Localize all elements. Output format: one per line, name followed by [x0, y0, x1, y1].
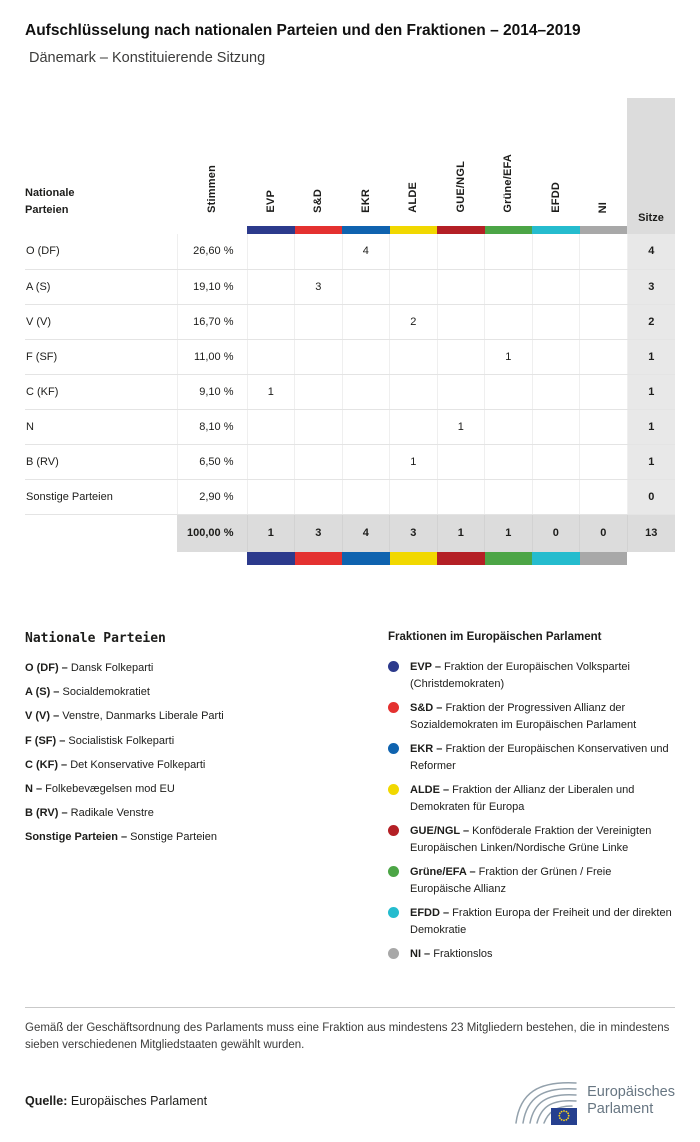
- total-seats-cell: 1: [627, 339, 675, 374]
- total-seats-cell: 0: [627, 479, 675, 514]
- seat-count-cell: [295, 409, 343, 444]
- seat-count-cell: [437, 234, 485, 269]
- col-header-gruene-efa: Grüne/EFA: [502, 154, 515, 213]
- ekr-color-dot: [388, 743, 399, 754]
- efdd-color-bar: [532, 226, 580, 234]
- legend-item: Sonstige Parteien – Sonstige Parteien: [25, 831, 217, 844]
- total-seats-cell: 3: [627, 269, 675, 304]
- seat-count-cell: [532, 374, 580, 409]
- table-row: [25, 269, 675, 304]
- legend-item: A (S) – Socialdemokratiet: [25, 686, 150, 699]
- guengl-color-bar: [437, 226, 485, 234]
- col-header-efdd: EFDD: [549, 182, 562, 213]
- seat-count-cell: [437, 304, 485, 339]
- total-group-seats-cell: 0: [580, 514, 628, 552]
- votes-cell: 8,10 %: [177, 409, 247, 444]
- footnote: Gemäß der Geschäftsordnung des Parlaments muss eine Fraktion aus mindestens 23 Mitgliedern bestehen, die in mindestens sieben verschiedenen Mitgliedstaaten gewählt wurden.: [25, 1007, 675, 1056]
- seat-count-cell: [295, 234, 343, 269]
- fractions-legend-title: Fraktionen im Europäischen Parlament: [388, 631, 602, 643]
- votes-cell: 26,60 %: [177, 234, 247, 269]
- seat-count-cell: [580, 234, 628, 269]
- total-group-seats-cell: 1: [247, 514, 295, 552]
- legend-item: EVP – Fraktion der Europäischen Volkspartei (Christdemokraten): [388, 659, 675, 692]
- party-cell: Sonstige Parteien: [25, 479, 177, 514]
- legend-item: S&D – Fraktion der Progressiven Allianz der Sozialdemokraten im Europäischen Parlament: [388, 700, 675, 733]
- col-header-ekr: EKR: [359, 189, 372, 213]
- seat-count-cell: [342, 374, 390, 409]
- evp-color-dot: [388, 661, 399, 672]
- legend: [25, 631, 675, 971]
- ni-color-bar: [580, 552, 628, 565]
- seat-count-cell: 1: [390, 444, 438, 479]
- party-cell: C (KF): [25, 374, 177, 409]
- seat-count-cell: [580, 409, 628, 444]
- legend-item: EFDD – Fraktion Europa der Freiheit und der direkten Demokratie: [388, 905, 675, 938]
- total-group-seats-cell: 3: [390, 514, 438, 552]
- table-row: [25, 374, 675, 409]
- legend-item: F (SF) – Socialistisk Folkeparti: [25, 734, 175, 747]
- seat-count-cell: [485, 374, 533, 409]
- party-column-header: Nationale Parteien: [25, 186, 75, 217]
- european-parliament-logo: [514, 1077, 675, 1125]
- national-parties-legend: [25, 631, 388, 971]
- seat-count-cell: [295, 444, 343, 479]
- seat-count-cell: [437, 444, 485, 479]
- table-row: [25, 234, 675, 269]
- sd-color-bar: [295, 552, 343, 565]
- seat-count-cell: [342, 304, 390, 339]
- col-header-sd: S&D: [312, 189, 325, 213]
- votes-cell: 16,70 %: [177, 304, 247, 339]
- sd-color-bar: [295, 226, 343, 234]
- page-subtitle: Dänemark – Konstituierende Sitzung: [29, 50, 266, 66]
- bottom-color-bar-row: [25, 552, 675, 565]
- seat-count-cell: [247, 304, 295, 339]
- seat-count-cell: [485, 409, 533, 444]
- seat-count-cell: [247, 444, 295, 479]
- source: [25, 1094, 207, 1108]
- ni-color-bar: [580, 226, 628, 234]
- efdd-color-bar: [532, 552, 580, 565]
- source-label: Quelle:: [25, 1094, 68, 1109]
- alde-color-bar: [390, 552, 438, 565]
- seat-count-cell: [532, 479, 580, 514]
- col-header-evp: EVP: [264, 190, 277, 213]
- seat-count-cell: [437, 479, 485, 514]
- table-row: [25, 304, 675, 339]
- votes-cell: 11,00 %: [177, 339, 247, 374]
- total-votes-cell: 100,00 %: [177, 514, 247, 552]
- seat-count-cell: 1: [485, 339, 533, 374]
- source-row: [25, 1077, 675, 1125]
- total-seats-cell: 1: [627, 444, 675, 479]
- party-cell: A (S): [25, 269, 177, 304]
- seat-count-cell: [532, 444, 580, 479]
- seat-count-cell: [485, 234, 533, 269]
- seat-count-cell: [437, 374, 485, 409]
- col-header-alde: ALDE: [407, 182, 420, 213]
- legend-item: Grüne/EFA – Fraktion der Grünen / Freie Europäische Allianz: [388, 864, 675, 897]
- seat-count-cell: [580, 304, 628, 339]
- seat-count-cell: 1: [247, 374, 295, 409]
- table-header-row: [25, 98, 675, 226]
- seat-count-cell: [295, 479, 343, 514]
- seat-count-cell: [580, 374, 628, 409]
- table-row: [25, 444, 675, 479]
- seat-count-cell: [390, 339, 438, 374]
- legend-item: ALDE – Fraktion der Allianz der Liberalen und Demokraten für Europa: [388, 782, 675, 815]
- col-header-ni: NI: [597, 201, 610, 213]
- page-title: Aufschlüsselung nach nationalen Parteien und den Fraktionen – 2014–2019: [25, 22, 581, 39]
- total-seats-cell: 1: [627, 409, 675, 444]
- alde-color-bar: [390, 226, 438, 234]
- total-group-seats-cell: 4: [342, 514, 390, 552]
- total-seats-cell: 1: [627, 374, 675, 409]
- total-group-seats-cell: 3: [295, 514, 343, 552]
- votes-cell: 19,10 %: [177, 269, 247, 304]
- votes-cell: 2,90 %: [177, 479, 247, 514]
- party-cell: V (V): [25, 304, 177, 339]
- national-parties-legend-title: Nationale Parteien: [25, 631, 166, 646]
- seat-count-cell: [247, 339, 295, 374]
- seat-count-cell: [485, 444, 533, 479]
- seat-count-cell: [390, 374, 438, 409]
- seat-count-cell: [390, 479, 438, 514]
- seat-count-cell: [295, 339, 343, 374]
- seat-count-cell: [390, 269, 438, 304]
- party-cell: F (SF): [25, 339, 177, 374]
- ekr-color-bar: [342, 226, 390, 234]
- legend-item: N – Folkebevægelsen mod EU: [25, 782, 175, 795]
- seat-count-cell: [390, 409, 438, 444]
- votes-column-header: Stimmen: [206, 165, 218, 213]
- seat-count-cell: [247, 479, 295, 514]
- legend-item: O (DF) – Dansk Folkeparti: [25, 662, 154, 674]
- legend-item: B (RV) – Radikale Venstre: [25, 807, 154, 820]
- grand-total-seats-cell: 13: [627, 514, 675, 552]
- seat-count-cell: [580, 269, 628, 304]
- seat-count-cell: 3: [295, 269, 343, 304]
- seat-count-cell: [247, 269, 295, 304]
- evp-color-bar: [247, 226, 295, 234]
- party-cell: N: [25, 409, 177, 444]
- seat-count-cell: [485, 304, 533, 339]
- total-group-seats-cell: 0: [532, 514, 580, 552]
- gruene-efa-color-bar: [485, 552, 533, 565]
- seat-count-cell: [532, 269, 580, 304]
- seat-count-cell: [485, 269, 533, 304]
- seat-count-cell: [532, 339, 580, 374]
- gruene-efa-color-dot: [388, 866, 399, 877]
- efdd-color-dot: [388, 907, 399, 918]
- table-row: [25, 339, 675, 374]
- seat-count-cell: [342, 444, 390, 479]
- fractions-legend: [388, 631, 675, 971]
- seat-count-cell: [580, 339, 628, 374]
- seat-count-cell: [342, 339, 390, 374]
- total-group-seats-cell: 1: [485, 514, 533, 552]
- party-cell: B (RV): [25, 444, 177, 479]
- seat-count-cell: [437, 269, 485, 304]
- legend-item: V (V) – Venstre, Danmarks Liberale Parti: [25, 710, 224, 723]
- seat-count-cell: [247, 234, 295, 269]
- table-row: [25, 479, 675, 514]
- group-color-bar-row: [25, 226, 675, 234]
- seat-count-cell: 4: [342, 234, 390, 269]
- seat-count-cell: [342, 269, 390, 304]
- seat-count-cell: [532, 304, 580, 339]
- seat-count-cell: 2: [390, 304, 438, 339]
- seat-count-cell: [532, 409, 580, 444]
- legend-item: NI – Fraktionslos: [388, 946, 675, 963]
- source-value: Europäisches Parlament: [70, 1094, 208, 1109]
- seat-count-cell: [247, 409, 295, 444]
- ekr-color-bar: [342, 552, 390, 565]
- hemicycle-icon: [514, 1077, 578, 1125]
- alde-color-dot: [388, 784, 399, 795]
- legend-item: C (KF) – Det Konservative Folkeparti: [25, 758, 206, 771]
- sd-color-dot: [388, 702, 399, 713]
- guengl-color-dot: [388, 825, 399, 836]
- seat-count-cell: [295, 304, 343, 339]
- seat-count-cell: [342, 409, 390, 444]
- legend-item: EKR – Fraktion der Europäischen Konservativen und Reformer: [388, 741, 675, 774]
- seat-count-cell: [390, 234, 438, 269]
- col-header-guengl: GUE/NGL: [454, 161, 467, 213]
- results-table: [25, 98, 675, 565]
- ni-color-dot: [388, 948, 399, 959]
- total-row-empty-cell: [25, 514, 177, 552]
- seat-count-cell: [437, 339, 485, 374]
- guengl-color-bar: [437, 552, 485, 565]
- seats-column-header: Sitze: [627, 98, 675, 234]
- gruene-efa-color-bar: [485, 226, 533, 234]
- seat-count-cell: [485, 479, 533, 514]
- seat-count-cell: [580, 479, 628, 514]
- votes-cell: 9,10 %: [177, 374, 247, 409]
- seat-count-cell: [295, 374, 343, 409]
- evp-color-bar: [247, 552, 295, 565]
- total-seats-cell: 4: [627, 234, 675, 269]
- total-row: [25, 514, 675, 552]
- total-group-seats-cell: 1: [437, 514, 485, 552]
- party-cell: O (DF): [25, 234, 177, 269]
- legend-item: GUE/NGL – Konföderale Fraktion der Vereinigten Europäischen Linken/Nordische Grüne Linke: [388, 823, 675, 856]
- total-seats-cell: 2: [627, 304, 675, 339]
- seat-count-cell: 1: [437, 409, 485, 444]
- seat-count-cell: [342, 479, 390, 514]
- seat-count-cell: [580, 444, 628, 479]
- logo-wordmark: Europäisches Parlament: [587, 1084, 675, 1118]
- seat-count-cell: [532, 234, 580, 269]
- table-row: [25, 409, 675, 444]
- votes-cell: 6,50 %: [177, 444, 247, 479]
